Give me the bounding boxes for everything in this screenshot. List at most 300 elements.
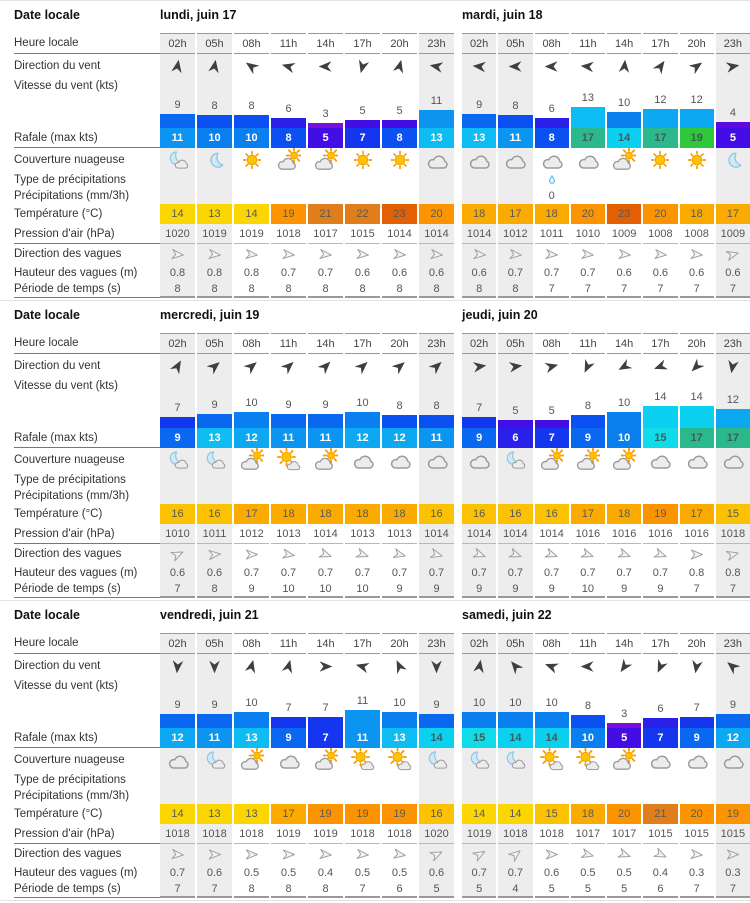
wind-direction-cell bbox=[419, 54, 454, 78]
label-temperature: Température (°C) bbox=[14, 808, 103, 820]
wind-speed-bar bbox=[271, 414, 306, 428]
hour-header: 17h bbox=[345, 633, 380, 654]
precip-type-cell bbox=[607, 772, 641, 788]
wind-direction-icon bbox=[505, 655, 526, 676]
precip-type-cell bbox=[498, 172, 532, 188]
wave-period-cell: 7 bbox=[535, 281, 569, 298]
hour-column bbox=[607, 333, 641, 598]
pressure-cell: 1016 bbox=[643, 524, 677, 544]
temperature-cell: 20 bbox=[680, 804, 714, 824]
precip-amount-cell bbox=[160, 188, 195, 204]
wave-period-cell: 9 bbox=[643, 581, 677, 598]
wind-direction-icon bbox=[688, 657, 705, 674]
wind-speed-bar bbox=[419, 110, 454, 128]
wave-height-cell: 0.8 bbox=[716, 564, 750, 581]
wave-direction-cell bbox=[308, 544, 343, 564]
wind-direction-cell bbox=[308, 54, 343, 78]
cloud-cover-cell bbox=[607, 148, 641, 172]
wind-speed-value: 5 bbox=[359, 105, 366, 117]
wave-height-cell: 0.6 bbox=[543, 866, 560, 879]
hour-header: 20h bbox=[382, 33, 417, 54]
wave-period-cell: 8 bbox=[345, 281, 380, 298]
cloud-sun-icon bbox=[540, 448, 564, 472]
gust-cell: 12 bbox=[345, 428, 380, 448]
cloud-cover-cell bbox=[197, 148, 232, 172]
wind-direction-cell bbox=[382, 354, 417, 378]
hour-column bbox=[498, 633, 532, 898]
wave-height-cell: 0.5 bbox=[243, 866, 260, 879]
wave-period-cell: 5 bbox=[607, 881, 641, 898]
day-title: mardi, juin 18 bbox=[462, 8, 543, 22]
wind-direction-cell bbox=[571, 54, 605, 78]
precip-amount-cell bbox=[716, 488, 750, 504]
wave-direction-cell bbox=[382, 844, 417, 864]
wave-period-cell: 8 bbox=[271, 281, 306, 298]
wave-direction-cell bbox=[345, 844, 380, 864]
wind-direction-icon bbox=[471, 58, 487, 74]
gust-cell: 8 bbox=[382, 128, 417, 148]
wind-direction-cell bbox=[571, 654, 605, 678]
label-pression: Pression d'air (hPa) bbox=[14, 524, 160, 544]
precip-amount-cell bbox=[498, 788, 532, 804]
wind-speed-bar bbox=[419, 415, 454, 428]
precip-amount-cell bbox=[234, 488, 269, 504]
temperature-cell: 16 bbox=[197, 504, 232, 524]
hour-column bbox=[234, 633, 269, 898]
hour-header: 17h bbox=[643, 333, 677, 354]
wave-period-cell: 7 bbox=[345, 881, 380, 898]
sun-icon bbox=[352, 149, 374, 171]
wave-direction-cell bbox=[160, 244, 195, 264]
hour-header: 23h bbox=[419, 633, 454, 654]
precip-type-cell bbox=[498, 472, 532, 488]
precip-amount-cell bbox=[197, 188, 232, 204]
pressure-cell: 1010 bbox=[571, 224, 605, 244]
wave-direction-icon bbox=[725, 546, 741, 562]
wave-period-cell: 9 bbox=[419, 581, 454, 598]
gust-cell: 10 bbox=[197, 128, 232, 148]
wave-period-cell: 8 bbox=[382, 281, 417, 298]
cloud-icon bbox=[166, 748, 190, 772]
pressure-cell: 1013 bbox=[271, 524, 306, 544]
hour-column bbox=[462, 333, 496, 598]
wind-speed-bar bbox=[197, 714, 232, 728]
wave-period-cell: 7 bbox=[197, 881, 232, 898]
wind-speed-value: 9 bbox=[433, 699, 440, 711]
pressure-cell: 1014 bbox=[382, 224, 417, 244]
wave-period-cell: 5 bbox=[419, 881, 454, 898]
precip-amount-cell bbox=[345, 488, 380, 504]
wave-period-cell: 7 bbox=[160, 881, 195, 898]
pressure-cell: 1018 bbox=[498, 824, 532, 844]
precip-type-cell bbox=[680, 172, 714, 188]
wave-direction-icon bbox=[429, 247, 443, 261]
moon-cloud-icon bbox=[503, 448, 527, 472]
wind-speed-cell bbox=[643, 678, 677, 728]
temperature-cell: 18 bbox=[271, 504, 306, 524]
cloud-cover-cell bbox=[716, 448, 750, 472]
wind-direction-icon bbox=[167, 356, 187, 376]
cloud-sun-icon bbox=[612, 748, 636, 772]
wave-direction-cell bbox=[716, 244, 750, 264]
wave-direction-icon bbox=[506, 845, 524, 863]
cloud-cover-cell bbox=[308, 148, 343, 172]
day-block bbox=[160, 305, 454, 598]
wind-speed-value: 9 bbox=[285, 399, 292, 411]
wave-direction-icon bbox=[207, 247, 221, 261]
wind-direction-cell bbox=[271, 354, 306, 378]
wind-speed-value: 10 bbox=[393, 697, 406, 709]
wind-direction-cell bbox=[680, 654, 714, 678]
wave-height-cell: 0.7 bbox=[280, 566, 297, 579]
wind-speed-bar bbox=[382, 120, 417, 128]
hour-column bbox=[498, 333, 532, 598]
temperature-cell: 18 bbox=[571, 804, 605, 824]
wind-speed-cell bbox=[345, 78, 380, 128]
wave-direction-icon bbox=[470, 845, 488, 863]
pressure-cell: 1014 bbox=[462, 224, 496, 244]
wave-height-cell: 0.7 bbox=[243, 566, 260, 579]
wind-direction-cell bbox=[716, 54, 750, 78]
wave-height-cell: 0.6 bbox=[419, 864, 454, 881]
wave-direction-icon bbox=[208, 848, 221, 861]
wind-direction-icon bbox=[507, 358, 524, 375]
wave-period-cell: 8 bbox=[308, 881, 343, 898]
wave-height-cell: 0.7 bbox=[580, 266, 596, 279]
wave-direction-cell bbox=[535, 244, 569, 264]
wind-speed-value: 8 bbox=[396, 400, 403, 412]
gust-cell: 14 bbox=[607, 128, 641, 148]
sun-icon bbox=[241, 149, 263, 171]
hour-column bbox=[271, 33, 306, 298]
gust-cell: 17 bbox=[571, 128, 605, 148]
wave-direction-cell bbox=[535, 844, 569, 864]
wave-direction-icon bbox=[317, 546, 334, 563]
pressure-cell: 1014 bbox=[535, 524, 569, 544]
temperature-cell: 13 bbox=[197, 204, 232, 224]
wave-period-cell: 9 bbox=[607, 581, 641, 598]
temperature-cell: 18 bbox=[345, 504, 380, 524]
hour-header: 05h bbox=[498, 333, 532, 354]
temperature-cell: 14 bbox=[498, 804, 532, 824]
pressure-cell: 1014 bbox=[419, 524, 454, 544]
precip-type-cell bbox=[643, 472, 677, 488]
pressure-cell: 1011 bbox=[535, 224, 569, 244]
wind-direction-cell bbox=[535, 654, 569, 678]
wind-speed-value: 6 bbox=[657, 703, 664, 715]
wind-speed-value: 11 bbox=[430, 95, 443, 107]
hour-column bbox=[308, 33, 343, 298]
row-labels bbox=[14, 5, 160, 298]
wind-speed-bar bbox=[571, 715, 605, 728]
raindrop-icon bbox=[546, 174, 558, 187]
wave-height-cell: 0.7 bbox=[317, 566, 334, 579]
wind-speed-bar bbox=[607, 723, 641, 728]
precip-type-cell bbox=[160, 472, 195, 488]
cloud-sun-icon bbox=[612, 148, 636, 172]
label-direction-du-vent: Direction du vent bbox=[14, 60, 101, 72]
wind-direction-icon bbox=[471, 358, 488, 375]
hour-header: 14h bbox=[308, 333, 343, 354]
wind-speed-bar bbox=[571, 107, 605, 128]
day-columns bbox=[462, 33, 750, 298]
wind-speed-cell bbox=[716, 678, 750, 728]
cloud-cover-cell bbox=[716, 148, 750, 172]
wind-direction-icon bbox=[318, 659, 333, 674]
precip-amount-cell bbox=[571, 488, 605, 504]
wave-period-cell: 7 bbox=[716, 281, 750, 298]
hour-header: 14h bbox=[607, 333, 641, 354]
hour-column bbox=[680, 333, 714, 598]
precip-type-cell bbox=[571, 772, 605, 788]
hour-header: 11h bbox=[271, 633, 306, 654]
cloud-cover-cell bbox=[197, 448, 232, 472]
gust-cell: 8 bbox=[535, 128, 569, 148]
wave-direction-cell bbox=[607, 244, 641, 264]
wave-height-cell: 0.6 bbox=[354, 266, 371, 279]
wind-speed-value: 10 bbox=[473, 697, 486, 709]
gust-cell: 10 bbox=[571, 728, 605, 748]
moon-cloud-icon bbox=[503, 748, 527, 772]
wave-period-cell: 10 bbox=[571, 581, 605, 598]
precip-amount-cell bbox=[680, 488, 714, 504]
pressure-cell: 1013 bbox=[382, 524, 417, 544]
gust-cell: 19 bbox=[680, 128, 714, 148]
wind-speed-value: 7 bbox=[693, 702, 700, 714]
label-direction-vagues: Direction des vagues bbox=[14, 548, 122, 560]
wave-direction-cell bbox=[462, 244, 496, 264]
wind-direction-icon bbox=[651, 356, 670, 375]
wind-speed-bar bbox=[680, 717, 714, 728]
hour-column bbox=[271, 633, 306, 898]
label-vitesse-du-vent: Vitesse du vent (kts) bbox=[14, 80, 118, 92]
wind-direction-cell bbox=[197, 654, 232, 678]
wave-direction-cell bbox=[571, 544, 605, 564]
hour-column bbox=[716, 633, 750, 898]
wind-speed-cell bbox=[571, 378, 605, 428]
moon-cloud-icon bbox=[166, 448, 190, 472]
hour-header: 02h bbox=[462, 33, 496, 54]
day-title: lundi, juin 17 bbox=[160, 8, 237, 22]
wind-direction-icon bbox=[353, 657, 371, 675]
wave-direction-cell bbox=[535, 544, 569, 564]
gust-cell: 17 bbox=[680, 428, 714, 448]
wave-direction-cell bbox=[271, 544, 306, 564]
wind-speed-value: 14 bbox=[654, 391, 667, 403]
hour-header: 14h bbox=[607, 33, 641, 54]
wave-period-cell: 7 bbox=[160, 581, 195, 598]
wave-period-cell: 4 bbox=[498, 881, 532, 898]
wind-speed-cell bbox=[462, 78, 496, 128]
wind-speed-cell bbox=[643, 78, 677, 128]
hour-column bbox=[382, 633, 417, 898]
gust-cell: 13 bbox=[382, 728, 417, 748]
wave-direction-cell bbox=[271, 844, 306, 864]
moon-cloud-icon bbox=[166, 148, 190, 172]
wave-period-cell: 9 bbox=[498, 581, 532, 598]
temperature-cell: 19 bbox=[382, 804, 417, 824]
gust-cell: 9 bbox=[571, 428, 605, 448]
wind-speed-cell bbox=[535, 78, 569, 128]
wind-speed-value: 10 bbox=[245, 697, 258, 709]
wave-direction-icon bbox=[355, 247, 369, 261]
hour-header: 02h bbox=[160, 633, 195, 654]
temperature-cell: 20 bbox=[643, 204, 677, 224]
wave-direction-icon bbox=[392, 846, 407, 861]
wind-direction-icon bbox=[722, 655, 743, 676]
precip-amount-cell bbox=[271, 188, 306, 204]
hour-column bbox=[419, 633, 454, 898]
wave-direction-cell bbox=[607, 544, 641, 564]
wave-height-cell: 0.6 bbox=[197, 564, 232, 581]
wave-direction-icon bbox=[354, 546, 371, 563]
precip-type-cell bbox=[345, 472, 380, 488]
temperature-cell: 14 bbox=[234, 204, 269, 224]
wave-direction-icon bbox=[690, 548, 703, 561]
precip-type-cell bbox=[234, 772, 269, 788]
wind-speed-bar bbox=[535, 420, 569, 428]
wind-speed-value: 9 bbox=[476, 99, 483, 111]
precip-type-cell bbox=[419, 172, 454, 188]
wave-direction-cell bbox=[716, 844, 750, 864]
wind-direction-cell bbox=[607, 654, 641, 678]
wind-speed-value: 8 bbox=[248, 100, 255, 112]
gust-cell: 5 bbox=[716, 128, 750, 148]
sun-icon bbox=[389, 149, 411, 171]
wind-speed-cell bbox=[498, 678, 532, 728]
wind-direction-icon bbox=[242, 657, 260, 675]
cloud-cover-cell bbox=[382, 448, 417, 472]
wave-direction-cell bbox=[419, 244, 454, 264]
wind-speed-bar bbox=[234, 412, 269, 428]
pressure-cell: 1019 bbox=[197, 224, 232, 244]
cloud-cover-cell bbox=[680, 448, 714, 472]
wind-speed-value: 5 bbox=[512, 405, 519, 417]
hour-header: 23h bbox=[419, 33, 454, 54]
hour-header: 14h bbox=[308, 33, 343, 54]
wind-speed-bar bbox=[535, 712, 569, 728]
temperature-cell: 19 bbox=[345, 804, 380, 824]
pressure-cell: 1015 bbox=[716, 824, 750, 844]
wind-direction-icon bbox=[169, 658, 185, 674]
precip-type-cell bbox=[271, 172, 306, 188]
wind-speed-bar bbox=[419, 714, 454, 728]
wind-speed-cell bbox=[419, 678, 454, 728]
cloud-cover-cell bbox=[571, 748, 605, 772]
gust-cell: 9 bbox=[160, 428, 195, 448]
wind-direction-icon bbox=[428, 57, 445, 74]
pressure-cell: 1014 bbox=[462, 524, 496, 544]
precip-type-cell bbox=[571, 172, 605, 188]
wind-speed-cell bbox=[498, 78, 532, 128]
precip-amount-cell bbox=[643, 188, 677, 204]
pressure-cell: 1014 bbox=[419, 224, 454, 244]
wave-direction-icon bbox=[725, 246, 741, 262]
wave-height-cell: 0.7 bbox=[354, 566, 371, 579]
wind-speed-cell bbox=[234, 78, 269, 128]
forecast-band bbox=[0, 600, 750, 900]
wind-speed-cell bbox=[462, 378, 496, 428]
label-rafale: Rafale (max kts) bbox=[14, 428, 160, 448]
wind-speed-value: 11 bbox=[356, 695, 369, 707]
wind-speed-value: 3 bbox=[621, 708, 628, 720]
wave-direction-icon bbox=[690, 247, 704, 261]
wind-direction-cell bbox=[160, 354, 195, 378]
temperature-cell: 14 bbox=[160, 204, 195, 224]
cloud-cover-cell bbox=[160, 448, 195, 472]
hour-column bbox=[345, 33, 380, 298]
wave-period-cell: 8 bbox=[160, 281, 195, 298]
temperature-cell: 17 bbox=[571, 504, 605, 524]
precip-type-cell bbox=[498, 772, 532, 788]
pressure-cell: 1017 bbox=[607, 824, 641, 844]
wave-period-cell: 8 bbox=[462, 281, 496, 298]
gust-cell: 8 bbox=[271, 128, 306, 148]
wave-height-cell: 0.8 bbox=[688, 566, 705, 579]
cloud-cover-cell bbox=[160, 148, 195, 172]
gust-cell: 11 bbox=[271, 428, 306, 448]
wind-speed-value: 7 bbox=[476, 402, 483, 414]
wind-speed-cell bbox=[607, 678, 641, 728]
temperature-cell: 18 bbox=[607, 504, 641, 524]
precip-type-cell bbox=[308, 772, 343, 788]
wind-direction-cell bbox=[607, 54, 641, 78]
label-couverture-nuageuse: Couverture nuageuse bbox=[14, 754, 125, 766]
wind-direction-icon bbox=[686, 355, 707, 376]
wind-speed-cell bbox=[234, 378, 269, 428]
wave-direction-icon bbox=[617, 247, 631, 261]
wave-direction-cell bbox=[419, 844, 454, 864]
wind-speed-bar bbox=[382, 415, 417, 428]
precip-amount-cell bbox=[197, 788, 232, 804]
wave-direction-cell bbox=[680, 844, 714, 864]
wind-speed-value: 12 bbox=[690, 94, 703, 106]
hour-column bbox=[308, 333, 343, 598]
cloud-cover-cell bbox=[160, 748, 195, 772]
wind-direction-cell bbox=[197, 54, 232, 78]
wind-direction-cell bbox=[462, 354, 496, 378]
hour-column bbox=[462, 33, 496, 298]
wave-direction-cell bbox=[716, 544, 750, 564]
precip-amount-cell bbox=[234, 188, 269, 204]
wind-speed-value: 9 bbox=[322, 399, 329, 411]
wind-direction-cell bbox=[160, 54, 195, 78]
wind-direction-cell bbox=[419, 654, 454, 678]
precip-type-cell bbox=[234, 472, 269, 488]
pressure-cell: 1020 bbox=[160, 224, 195, 244]
wave-height-cell: 0.7 bbox=[498, 864, 532, 881]
cloud-cover-cell bbox=[643, 748, 677, 772]
wave-direction-icon bbox=[282, 848, 295, 861]
wind-direction-cell bbox=[498, 54, 532, 78]
gust-cell: 15 bbox=[462, 728, 496, 748]
wave-direction-icon bbox=[244, 247, 258, 261]
wind-speed-value: 10 bbox=[356, 397, 369, 409]
temperature-cell: 15 bbox=[716, 504, 750, 524]
temperature-cell: 23 bbox=[382, 204, 417, 224]
wind-speed-bar bbox=[680, 109, 714, 128]
wind-speed-cell bbox=[308, 78, 343, 128]
wave-direction-cell bbox=[160, 844, 195, 864]
wind-speed-value: 6 bbox=[285, 103, 292, 115]
hour-header: 23h bbox=[419, 333, 454, 354]
cloud-cover-cell bbox=[271, 148, 306, 172]
pressure-cell: 1012 bbox=[498, 224, 532, 244]
cloud-icon bbox=[277, 748, 301, 772]
wave-direction-icon bbox=[652, 845, 669, 862]
wave-height-cell: 0.6 bbox=[616, 266, 632, 279]
precip-type-cell bbox=[197, 472, 232, 488]
